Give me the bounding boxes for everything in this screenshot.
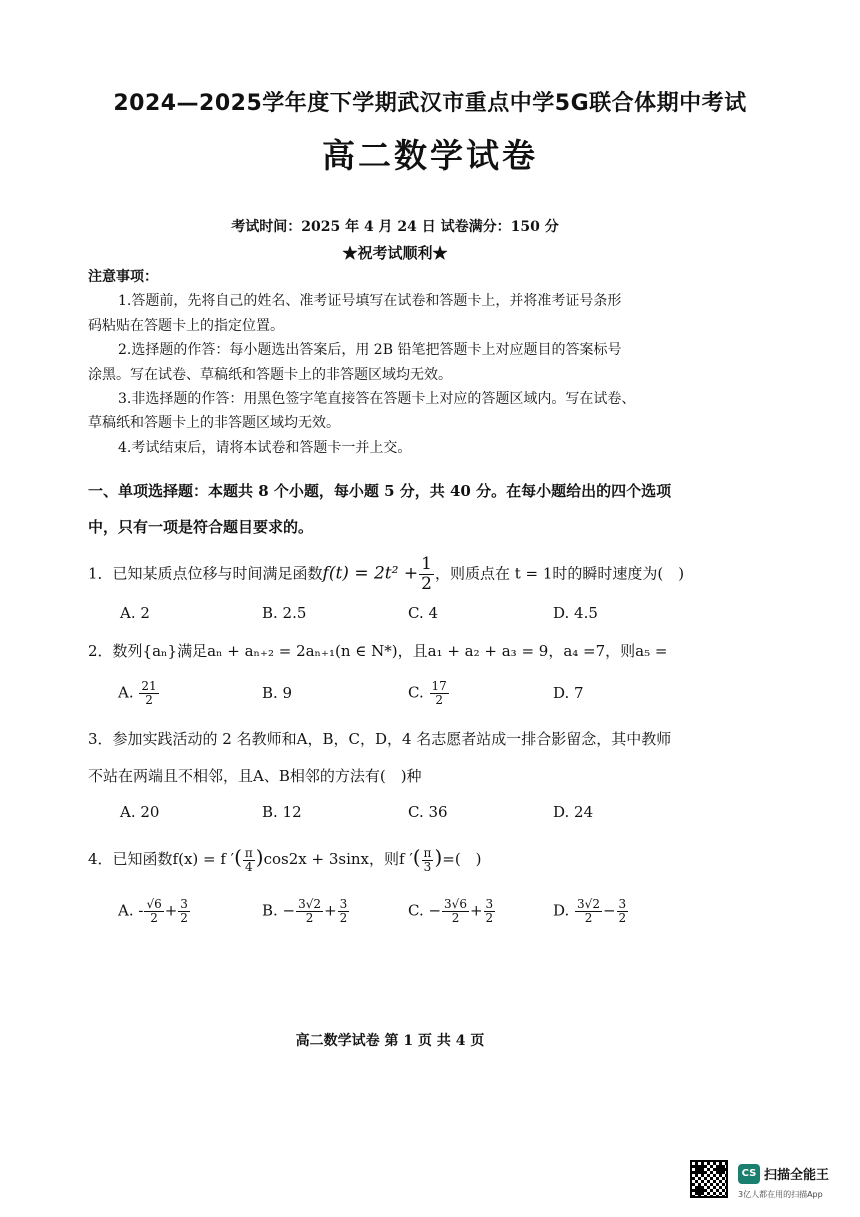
- good-luck-line: ★祝考试顺利★: [342, 244, 448, 262]
- camscanner-logo: CS: [738, 1164, 760, 1184]
- question-2: 2．数列{aₙ}满足aₙ + aₙ₊₂ = 2aₙ₊₁(n ∈ N*)，且a₁ + a₂ + a₃ = 9，a₄ =7，则a₅ =: [88, 642, 668, 660]
- q1-option-c: C. 4: [408, 604, 439, 622]
- q3-option-c: C. 36: [408, 803, 448, 821]
- camscanner-tagline: 3亿人都在用的扫描App: [738, 1190, 823, 1199]
- q4-option-d: D. $\frac{3√2}{2}$ − $\frac{3}{2}$: [553, 897, 627, 925]
- question-4: 4．已知函数f(x) = f ′( $\frac{\pi}{4}$ )cos2x + 3sinx，则f ′( $\frac{\pi}{3}$ )=( ): [88, 845, 482, 874]
- q1-option-a: A. 2: [120, 604, 150, 622]
- q4-option-c: C. − $\frac{3√6}{2}$ + $\frac{3}{2}$: [408, 897, 494, 925]
- note-2: 2.选择题的作答：每小题选出答案后，用 2B 铅笔把答题卡上对应题目的答案标号: [118, 342, 622, 358]
- section-heading: 一、单项选择题：本题共 8 个小题，每小题 5 分，共 40 分。在每小题给出的四个选项: [88, 482, 672, 500]
- question-3: 3．参加实践活动的 2 名教师和A，B，C，D，4 名志愿者站成一排合影留念，其中教师: [88, 730, 672, 748]
- question-3-cont: 不站在两端且不相邻，且A、B相邻的方法有( )种: [88, 767, 422, 785]
- section-heading-cont: 中，只有一项是符合题目要求的。: [88, 518, 314, 536]
- q4-option-a: A. - $\frac{√6}{2}$ + $\frac{3}{2}$: [118, 897, 188, 925]
- q2-option-c: C. $\frac{17}{2}$: [408, 679, 447, 707]
- question-1: 1．已知某质点位移与时间满足函数f(t) = 2t² + $\frac{1}{2}$ ，则质点在 t = 1时的瞬时速度为( ): [88, 554, 685, 594]
- q3-option-b: B. 12: [262, 803, 302, 821]
- note-3: 3.非选择题的作答：用黑色签字笔直接答在答题卡上对应的答题区域内。写在试卷、: [118, 391, 636, 407]
- note-1: 1.答题前，先将自己的姓名、准考证号填写在试卷和答题卡上，并将准考证号条形: [118, 293, 622, 309]
- qr-code-icon: [690, 1160, 728, 1198]
- paper-title: 高二数学试卷: [322, 136, 538, 175]
- q3-option-d: D. 24: [553, 803, 594, 821]
- note-4: 4.考试结束后，请将本试卷和答题卡一并上交。: [118, 440, 412, 456]
- exam-title: 2024—2025学年度下学期武汉市重点中学5G联合体期中考试: [113, 91, 747, 116]
- q3-option-a: A. 20: [120, 803, 160, 821]
- q1-option-d: D. 4.5: [553, 604, 598, 622]
- note-3-cont: 草稿纸和答题卡上的非答题区域均无效。: [88, 415, 340, 431]
- camscanner-name: 扫描全能王: [764, 1168, 830, 1183]
- q2-option-a: A. $\frac{21}{2}$: [118, 679, 157, 707]
- q1-option-b: B. 2.5: [262, 604, 307, 622]
- q4-option-b: B. − $\frac{3√2}{2}$ + $\frac{3}{2}$: [262, 897, 348, 925]
- notes-heading: 注意事项：: [88, 269, 158, 285]
- q2-option-b: B. 9: [262, 684, 293, 702]
- q2-option-d: D. 7: [553, 684, 584, 702]
- page-footer: 高二数学试卷 第 1 页 共 4 页: [295, 1033, 485, 1049]
- note-1-cont: 码粘贴在答题卡上的指定位置。: [88, 318, 284, 334]
- note-2-cont: 涂黑。写在试卷、草稿纸和答题卡上的非答题区域均无效。: [88, 367, 452, 383]
- exam-meta: 考试时间：2025 年 4 月 24 日 试卷满分：150 分: [231, 219, 559, 235]
